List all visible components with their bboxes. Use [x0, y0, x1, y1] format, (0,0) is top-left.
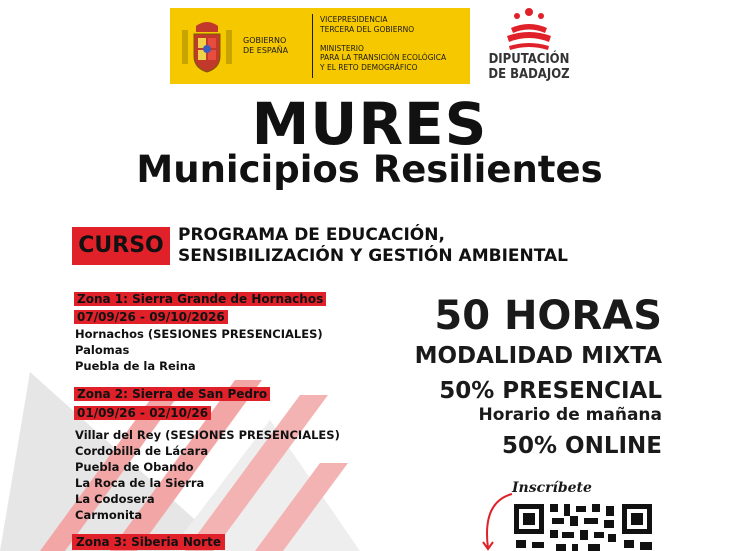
main-title: MURES — [251, 90, 488, 158]
subtitle: Municipios Resilientes — [136, 148, 603, 191]
zone-2-town: Villar del Rey (SESIONES PRESENCIALES) — [75, 428, 340, 442]
zone-1-dates-block — [74, 306, 228, 326]
course-hours: 50 HORAS — [434, 293, 662, 339]
diputacion-line-2: DE BADAJOZ — [488, 67, 570, 82]
zone-1-name: Zona 1: Sierra Grande de Hornachos — [74, 292, 326, 306]
diputacion-name — [476, 52, 582, 82]
online-percentage: 50% ONLINE — [501, 433, 662, 459]
ministry-text: VICEPRESIDENCIA TERCERA DEL GOBIERNO MINISTERIO PARA LA TRANSICIÓN ECOLÓGICA Y EL RETO DEMOGRÁFICO — [320, 15, 447, 72]
zone-2-town: Cordobilla de Lácara — [75, 444, 209, 458]
diputacion-line-1: DIPUTACIÓN — [488, 52, 570, 67]
zone-1-town: Palomas — [75, 343, 130, 357]
gov-name-text: GOBIERNO DE ESPAÑA — [243, 36, 289, 55]
course-description: PROGRAMA DE EDUCACIÓN, SENSIBILIZACIÓN Y GESTIÓN AMBIENTAL — [178, 225, 568, 266]
zone-1-town: Puebla de la Reina — [75, 359, 196, 373]
zone-2-dates-block — [74, 402, 211, 422]
zone-3-name: Zona 3: Siberia Norte — [72, 534, 225, 550]
gov-divider — [312, 14, 313, 78]
zone-1-dates: 07/09/26 - 09/10/2026 — [74, 310, 228, 324]
qr-code-icon[interactable] — [512, 500, 657, 551]
zone-1-town: Hornachos (SESIONES PRESENCIALES) — [75, 327, 323, 341]
zone-3-block — [72, 531, 225, 551]
zone-2-town: Carmonita — [75, 508, 143, 522]
diputacion-logo-icon — [503, 6, 555, 52]
course-mode: MODALIDAD MIXTA — [414, 343, 662, 369]
course-tag: CURSO — [72, 227, 170, 265]
zone-2-town: La Roca de la Sierra — [75, 476, 205, 490]
zone-2-name: Zona 2: Sierra de San Pedro — [74, 387, 270, 401]
zone-2-dates: 01/09/26 - 02/10/26 — [74, 406, 211, 420]
zone-1-block — [74, 288, 326, 308]
schedule-text: Horario de mañana — [478, 405, 662, 425]
zone-2-town: La Codosera — [75, 492, 155, 506]
coat-of-arms-icon — [178, 16, 236, 76]
presencial-percentage: 50% PRESENCIAL — [439, 378, 662, 404]
zone-2-block — [74, 383, 270, 403]
zone-2-town: Puebla de Obando — [75, 460, 194, 474]
signup-label[interactable]: Inscríbete — [512, 480, 592, 496]
